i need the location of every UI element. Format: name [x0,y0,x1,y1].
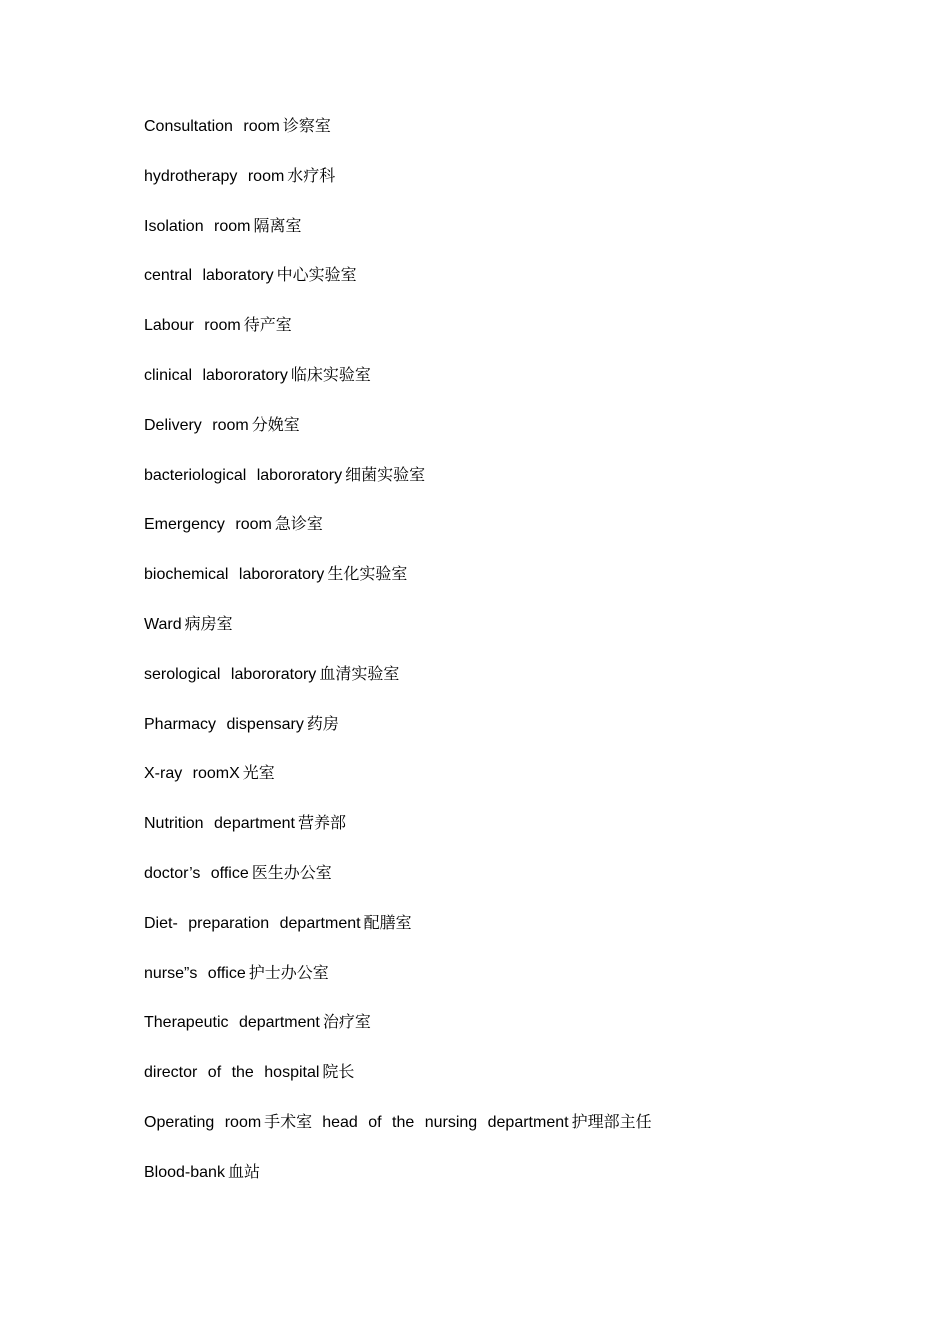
chinese-term: 中心实验室 [276,265,357,285]
english-term: Pharmacy dispensary [144,715,304,733]
chinese-term: 水疗科 [287,165,336,185]
chinese-term: 药房 [306,713,339,733]
list-item [144,960,652,1010]
english-term: Blood-bank [144,1163,225,1181]
list-item [144,113,652,163]
list-item [144,860,652,910]
english-term: Operating room [144,1113,262,1131]
english-term: Labour room [144,317,241,335]
english-term: Diet- preparation department [144,914,361,932]
chinese-term: 临床实验室 [290,364,371,384]
english-term: doctor’s office [144,864,249,882]
chinese-term: 血清实验室 [319,663,400,683]
list-item [144,163,652,213]
chinese-term: 手术室 [264,1111,313,1131]
english-term: biochemical labororatory [144,566,325,584]
english-term: central laboratory [144,267,274,285]
chinese-term: 治疗室 [322,1012,371,1032]
list-item [144,910,652,960]
chinese-term: 院长 [322,1062,355,1082]
english-term: nurse”s office [144,964,246,982]
chinese-term: 营养部 [297,813,346,833]
english-term: Therapeutic department [144,1014,320,1032]
list-item [144,213,652,263]
list-item [144,1109,652,1159]
list-item [144,611,652,661]
chinese-term: 细菌实验室 [345,464,426,484]
chinese-term: 诊察室 [282,116,331,135]
list-item [144,362,652,412]
chinese-term: 配膳室 [363,912,412,932]
vocabulary-list [144,113,652,1209]
english-term: bacteriological labororatory [144,466,343,484]
english-term: Ward [144,615,182,633]
list-item [144,412,652,462]
english-term: Nutrition department [144,815,295,833]
list-item [144,711,652,761]
list-item [144,760,652,810]
chinese-term: 医生办公室 [251,862,332,882]
english-term: Consultation room [144,118,280,135]
list-item [144,1159,652,1209]
chinese-term: 急诊室 [274,514,323,534]
list-item [144,462,652,512]
english-term: Emergency room [144,516,272,534]
chinese-term-secondary: 护理部主任 [571,1111,652,1131]
chinese-term: 病房室 [184,613,233,633]
chinese-term: 护士办公室 [248,962,329,982]
list-item [144,661,652,711]
english-term: Delivery room [144,416,249,434]
english-term: hydrotherapy room [144,167,285,185]
list-item [144,312,652,362]
chinese-term: 光室 [242,763,275,783]
english-term-secondary: head of the nursing department [322,1113,569,1131]
english-term: Isolation room [144,217,251,235]
list-item [144,1059,652,1109]
list-item [144,262,652,312]
english-term: X-ray roomX [144,765,240,783]
list-item [144,810,652,860]
chinese-term: 隔离室 [253,215,302,235]
chinese-term: 血站 [227,1161,260,1181]
english-term: serological labororatory [144,665,317,683]
chinese-term: 待产室 [243,315,292,335]
list-item [144,561,652,611]
chinese-term: 分娩室 [251,414,300,434]
list-item [144,511,652,561]
english-term: director of the hospital [144,1064,320,1082]
chinese-term: 生化实验室 [327,564,408,584]
list-item [144,1009,652,1059]
english-term: clinical labororatory [144,366,288,384]
